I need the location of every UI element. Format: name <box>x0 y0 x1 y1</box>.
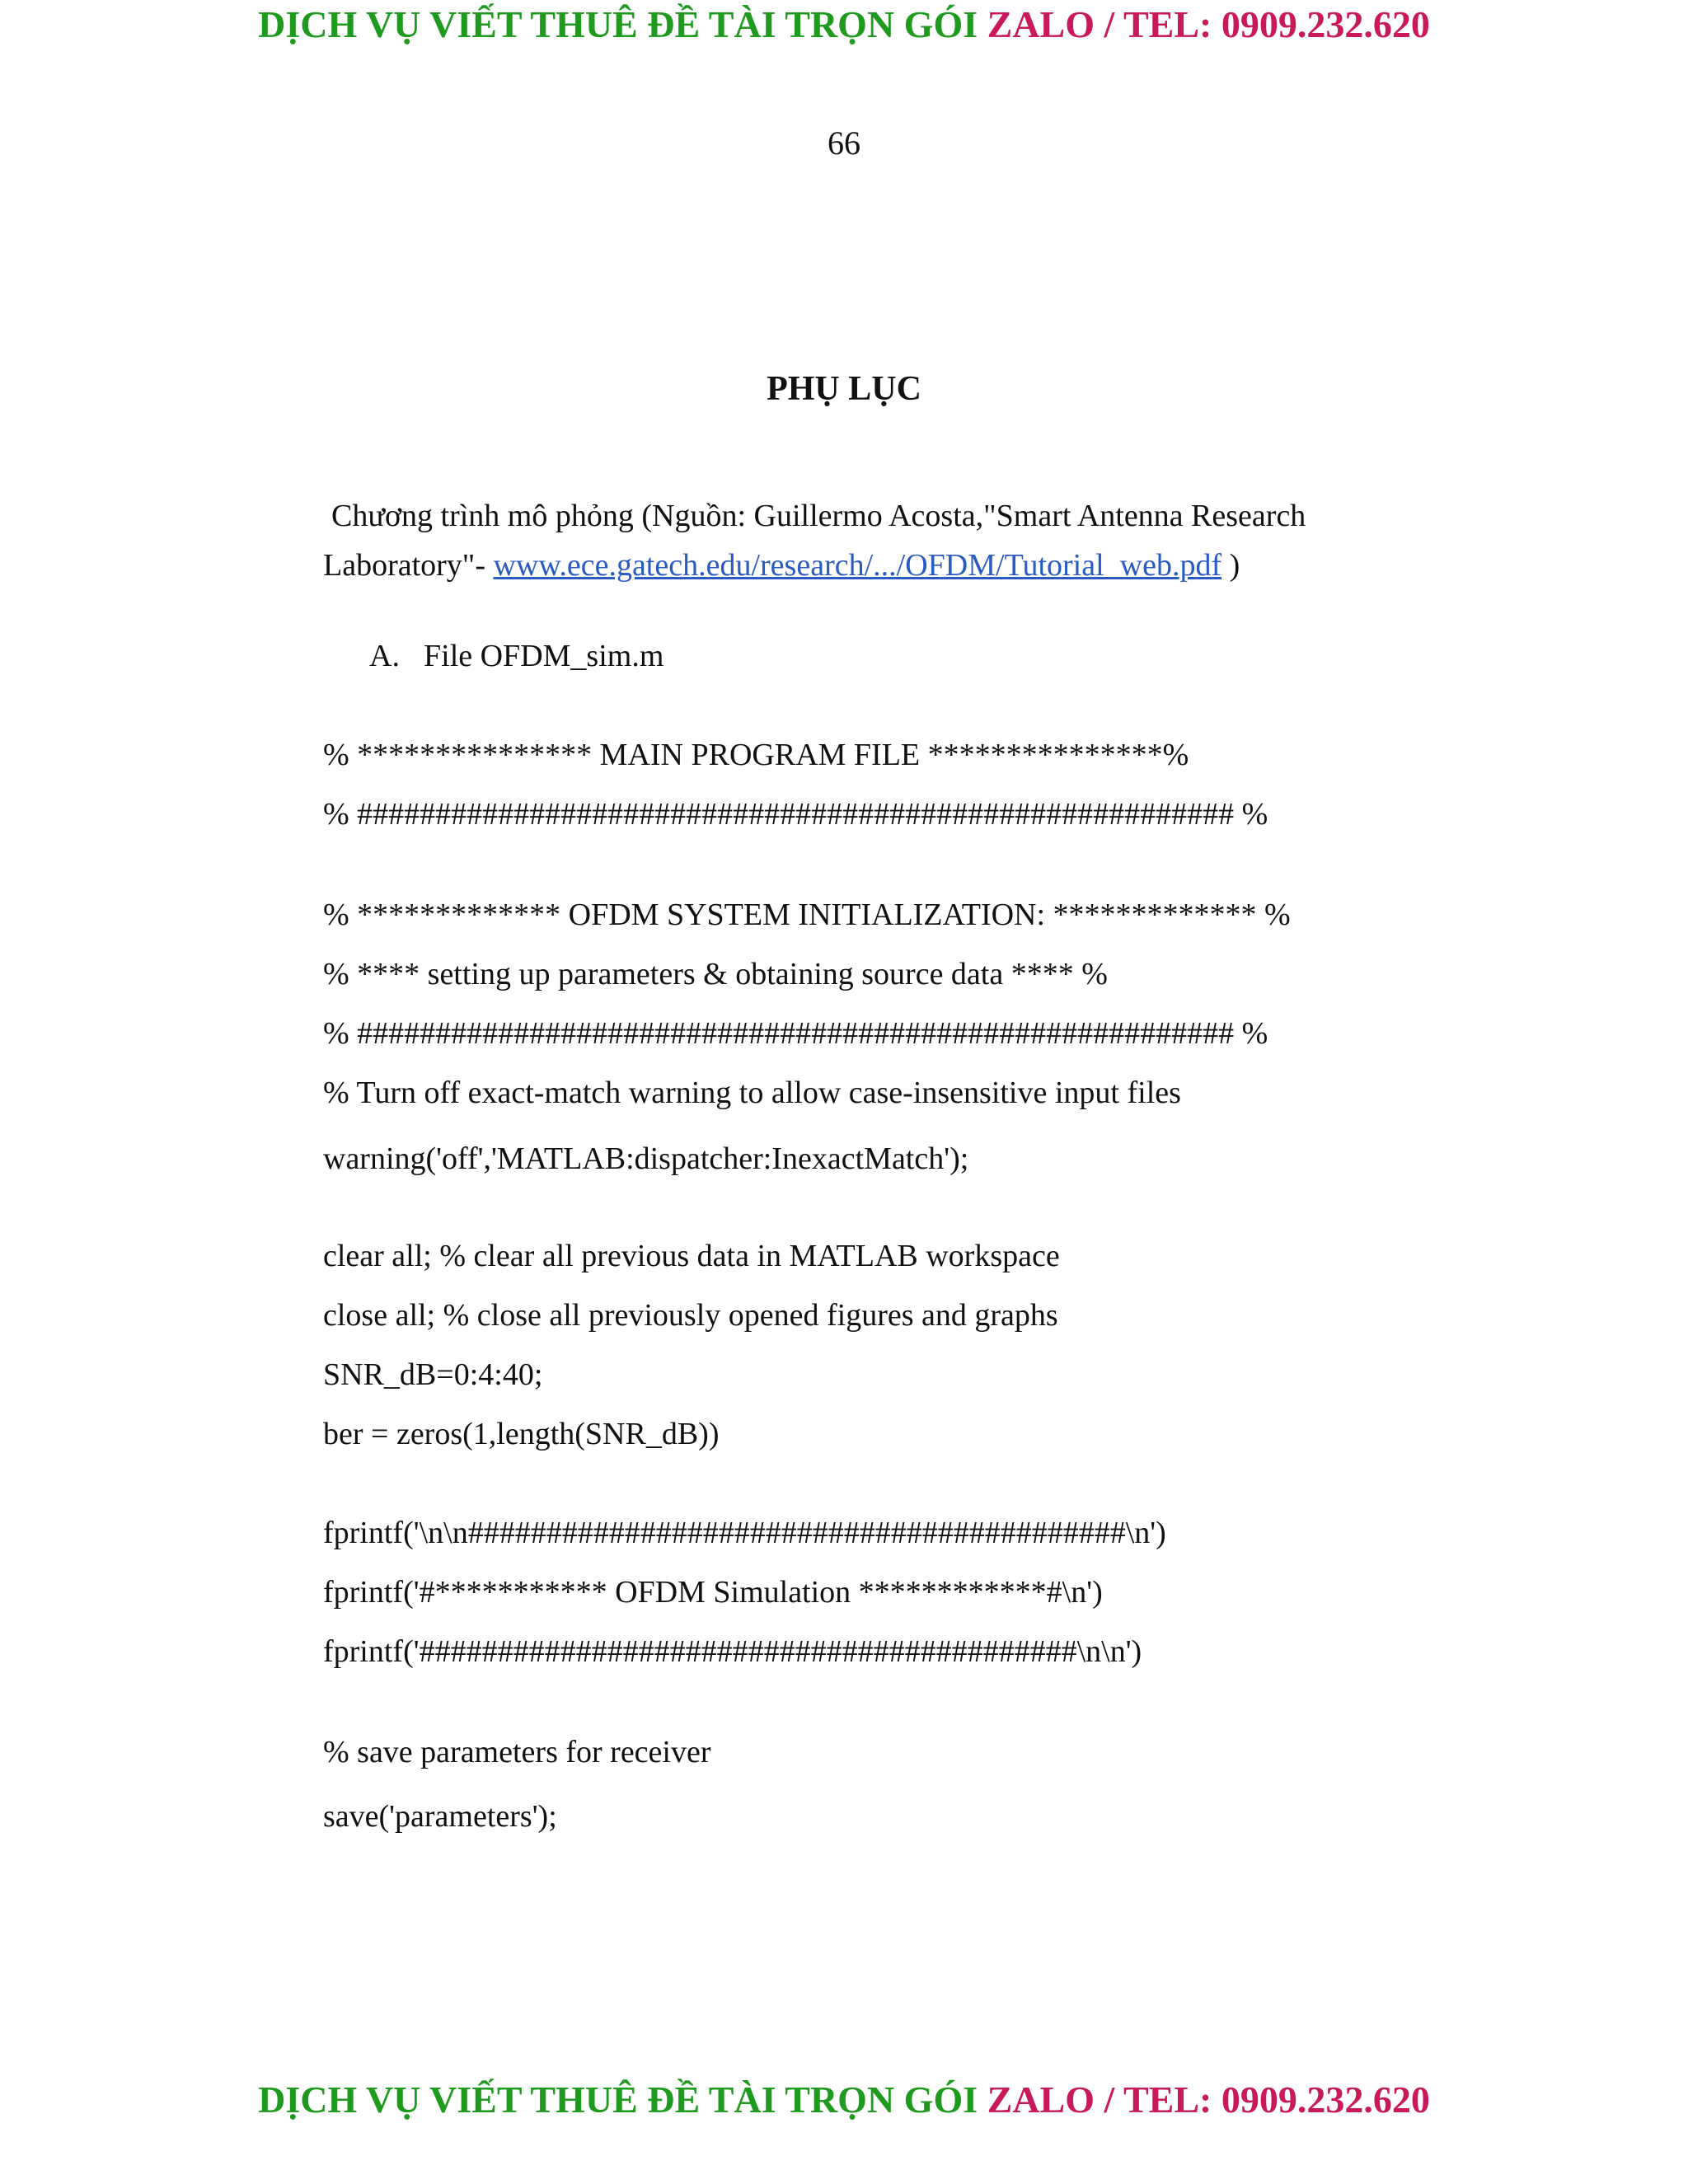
intro-paragraph <box>323 491 1419 590</box>
code-line: ber = zeros(1,length(SNR_dB)) <box>323 1417 720 1451</box>
section-heading <box>369 638 663 674</box>
code-line: % ######################################################## % <box>323 797 1268 832</box>
code-line: % **** setting up parameters & obtaining source data **** % <box>323 957 1108 991</box>
banner-service-text: DỊCH VỤ VIẾT THUÊ ĐỀ TÀI TRỌN GÓI <box>258 2079 978 2121</box>
intro-line-2-suffix: ) <box>1221 548 1240 583</box>
code-line: % ######################################################## % <box>323 1016 1268 1051</box>
intro-line-2-prefix: Laboratory"- <box>323 548 494 583</box>
intro-line-1: Chương trình mô phỏng (Nguồn: Guillermo Acosta,"Smart Antenna Research <box>331 499 1306 533</box>
code-line: SNR_dB=0:4:40; <box>323 1357 543 1392</box>
code-line: % Turn off exact-match warning to allow case-insensitive input files <box>323 1076 1181 1110</box>
code-line: fprintf('\n\n##########################################\n') <box>323 1516 1166 1550</box>
page-title: PHỤ LỤC <box>767 370 921 408</box>
page-number: 66 <box>828 124 860 162</box>
intro-line-2 <box>323 541 1419 590</box>
source-link[interactable]: www.ece.gatech.edu/research/.../OFDM/Tutorial_web.pdf <box>493 548 1222 583</box>
code-line: fprintf('#*********** OFDM Simulation ************#\n') <box>323 1575 1103 1610</box>
code-line: % *************** MAIN PROGRAM FILE ***************% <box>323 738 1189 772</box>
code-line: save('parameters'); <box>323 1799 557 1834</box>
top-banner <box>0 2 1688 48</box>
code-line: clear all; % clear all previous data in MATLAB workspace <box>323 1239 1060 1273</box>
banner-service-text: DỊCH VỤ VIẾT THUÊ ĐỀ TÀI TRỌN GÓI <box>258 3 978 45</box>
code-line: fprintf('##########################################\n\n') <box>323 1634 1142 1669</box>
bottom-banner <box>0 2077 1688 2123</box>
code-line: % ************* OFDM SYSTEM INITIALIZATION: ************* % <box>323 898 1291 932</box>
banner-contact-text: ZALO / TEL: 0909.232.620 <box>987 2079 1430 2121</box>
code-line: % save parameters for receiver <box>323 1735 711 1769</box>
code-line: close all; % close all previously opened figures and graphs <box>323 1298 1058 1333</box>
section-label: File OFDM_sim.m <box>424 639 664 673</box>
code-line: warning('off','MATLAB:dispatcher:InexactMatch'); <box>323 1141 969 1176</box>
banner-contact-text: ZALO / TEL: 0909.232.620 <box>987 3 1430 45</box>
section-letter: A. <box>369 639 400 673</box>
